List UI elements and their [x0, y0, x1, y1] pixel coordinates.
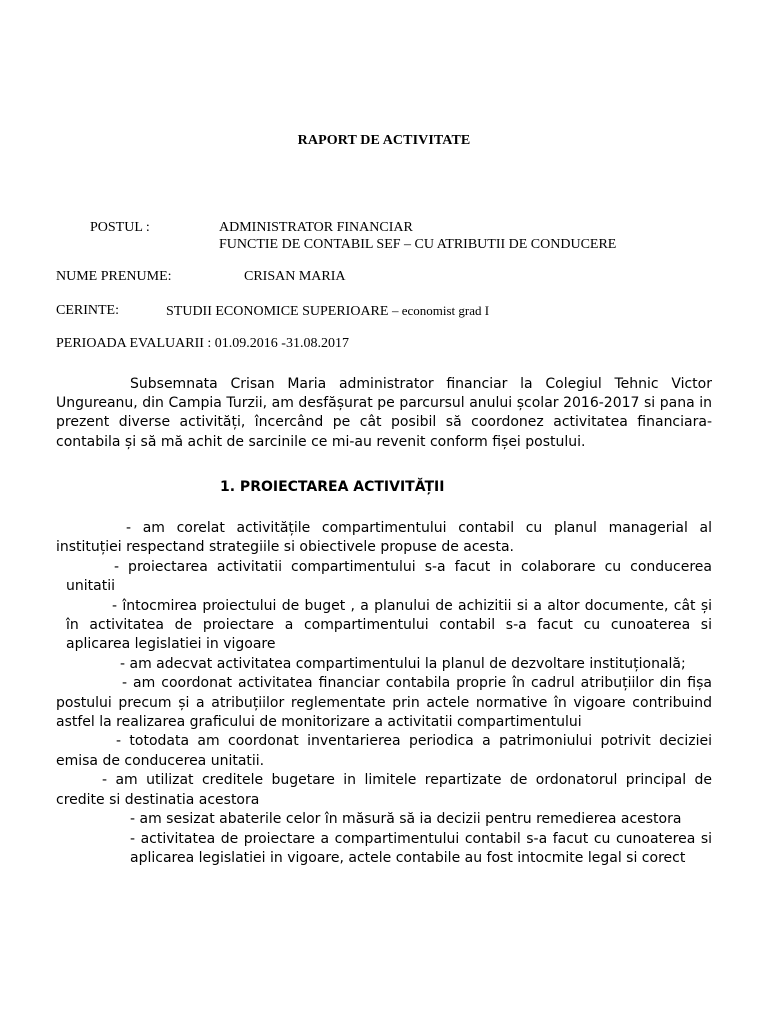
postul-label: POSTUL : [90, 220, 150, 235]
section-heading: 1. PROIECTAREA ACTIVITĂȚII [220, 479, 445, 495]
postul-value-line-1: ADMINISTRATOR FINANCIAR [219, 220, 413, 235]
list-item: - activitatea de proiectare a compartimentului contabil s-a facut cu cunoaterea si aplicarea legislatiei in vigoare, actele contabile au fost intocmite legal si corect [130, 830, 712, 866]
nume-prenume-label: NUME PRENUME: [56, 269, 172, 284]
perioada-evaluarii: PERIOADA EVALUARII : 01.09.2016 -31.08.2017 [56, 336, 349, 351]
list-item: - am corelat activitățile compartimentului contabil cu planul managerial al instituției respectand strategiile si obiectivele propuse de acesta. [56, 520, 712, 556]
activity-list [56, 519, 712, 868]
list-item: - am coordonat activitatea financiar contabila proprie în cadrul atribuțiilor din fișa postului precum și a atribuțiilor reglementate prin actele normative în vigoare contribuind astfel la realizarea graficului de monitorizare a activitatii compartimentului [56, 675, 712, 731]
list-item: - întocmirea proiectului de buget , a planului de achizitii si a altor documente, cât și în activitatea de proiectare a compartimentului contabil s-a facut cu cunoaterea si aplicarea legislatiei in vigoare [66, 597, 712, 653]
cerinte-label: CERINTE: [56, 303, 119, 318]
intro-paragraph: Subsemnata Crisan Maria administrator financiar la Colegiul Tehnic Victor Ungureanu, din Campia Turzii, am desfășurat pe parcursul anului școlar 2016-2017 si pana in prezent diverse activități, încercând pe cât posibil să coordonez activitatea financiara-contabila și să mă achit de sarcinile ce mi-au revenit conform fișei postului. [56, 376, 712, 450]
list-item: - am utilizat creditele bugetare in limitele repartizate de ordonatorul principal de credite si destinatia acestora [56, 772, 712, 808]
list-item: - am adecvat activitatea compartimentului la planul de dezvoltare instituțională; [120, 655, 686, 672]
list-item: - proiectarea activitatii compartimentului s-a facut in colaborare cu conducerea unitatii [66, 558, 712, 595]
list-item: - totodata am coordonat inventarierea periodica a patrimoniului potrivit deciziei emisa de conducerea unitatii. [56, 733, 712, 769]
postul-value-line-2: FUNCTIE DE CONTABIL SEF – CU ATRIBUTII DE CONDUCERE [219, 237, 617, 252]
document-title: RAPORT DE ACTIVITATE [297, 133, 471, 148]
list-item: - am sesizat abaterile celor în măsură să ia decizii pentru remedierea acestora [130, 811, 682, 828]
cerinte-line [166, 302, 489, 320]
nume-prenume-value: CRISAN MARIA [244, 269, 346, 284]
cerinte-value: STUDII ECONOMICE SUPERIOARE [166, 304, 389, 319]
cerinte-suffix: – economist grad I [391, 303, 490, 318]
